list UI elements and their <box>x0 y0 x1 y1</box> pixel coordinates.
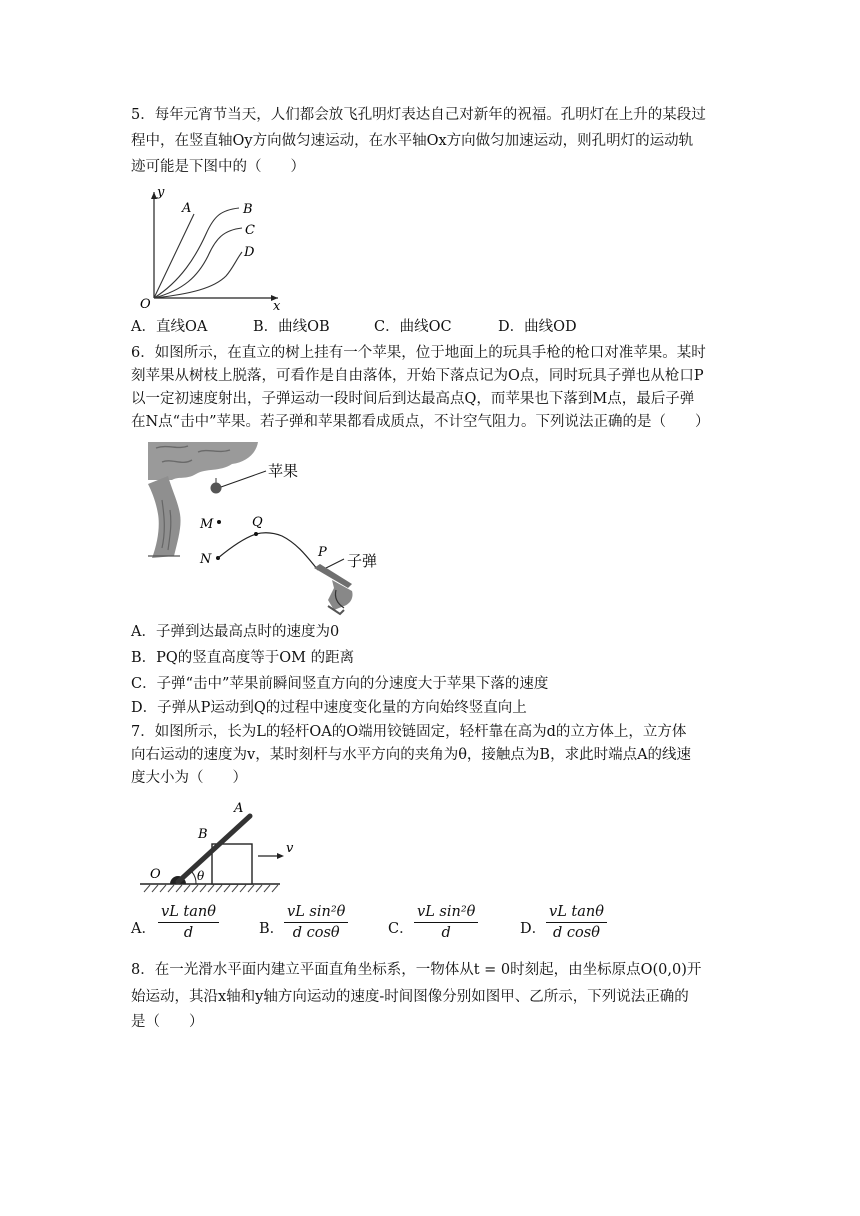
q6-point-p: P <box>318 545 327 560</box>
q6-point-m: M <box>200 517 214 532</box>
q6-line-4: 在N点“击中”苹果。若子弹和苹果都看成质点，不计空气阻力。下列说法正确的是（ ） <box>131 414 710 430</box>
q7-option-c-letter: C． <box>388 921 414 937</box>
q7-option-b-numerator: vL sin²θ <box>284 904 348 923</box>
q6-bullet-label: 子弹 <box>347 552 378 570</box>
q5-option-b: B．曲线OB <box>253 319 330 335</box>
q6-option-c: C．子弹“击中”苹果前瞬间竖直方向的分速度大于苹果下落的速度 <box>131 676 549 692</box>
q7-line-3: 度大小为（ ） <box>131 770 247 786</box>
q8-line-1: 8．在一光滑水平面内建立平面直角坐标系，一物体从t = 0时刻起，由坐标原点O(0,0)开 <box>131 962 702 978</box>
q7-line-1: 7．如图所示，长为L的轻杆OA的O端用铰链固定，轻杆靠在高为d的立方体上，立方体 <box>131 724 687 740</box>
q5-line-3: 迹可能是下图中的（ ） <box>131 159 305 175</box>
q7-option-c-denominator: d <box>441 925 451 941</box>
q6-apple-label: 苹果 <box>268 462 299 480</box>
q5-trajectory-figure <box>136 186 286 310</box>
q7-rod-cube-figure <box>136 796 306 896</box>
q7-label-o: O <box>150 867 161 882</box>
q7-option-d-fraction <box>546 904 607 941</box>
q7-option-a-numerator: vL tanθ <box>158 904 219 923</box>
q7-option-a-denominator: d <box>183 925 194 941</box>
q7-theta-label: θ <box>197 869 205 883</box>
q7-option-c-fraction <box>414 904 478 941</box>
q6-point-q: Q <box>252 515 263 530</box>
q8-line-3: 是（ ） <box>131 1014 204 1030</box>
q7-option-b-fraction <box>284 904 348 941</box>
q7-label-v: v <box>286 841 294 856</box>
q6-option-b: B．PQ的竖直高度等于OM 的距离 <box>131 650 355 666</box>
q6-line-3: 以一定初速度射出，子弹运动一段时间后到达最高点Q，而苹果也下落到M点，最后子弹 <box>131 391 695 407</box>
q7-label-a: A <box>234 801 244 816</box>
q7-line-2: 向右运动的速度为v，某时刻杆与水平方向的夹角为θ，接触点为B，求此时端点A的线速 <box>131 747 692 763</box>
q7-option-a-letter: A． <box>131 921 156 937</box>
q5-origin-label: O <box>140 297 151 310</box>
q5-option-d: D．曲线OD <box>498 319 577 335</box>
q7-option-d-numerator: vL tanθ <box>546 904 607 923</box>
q6-point-n: N <box>200 552 212 567</box>
q6-apple-bullet-figure <box>148 440 378 618</box>
q7-option-d-letter: D． <box>520 921 547 937</box>
q7-option-d-denominator: d cosθ <box>553 925 600 941</box>
q5-option-a: A．直线OA <box>131 319 208 335</box>
q5-line-1: 5．每年元宵节当天，人们都会放飞孔明灯表达自己对新年的祝福。孔明灯在上升的某段过 <box>131 107 706 123</box>
q5-line-2: 程中，在竖直轴Oy方向做匀速运动，在水平轴Ox方向做匀加速运动，则孔明灯的运动轨 <box>131 133 694 149</box>
q6-option-d: D．子弹从P运动到Q的过程中速度变化量的方向始终竖直向上 <box>131 700 527 716</box>
q7-option-b-denominator: d cosθ <box>292 925 340 941</box>
q7-option-a-fraction <box>158 904 219 941</box>
q6-option-a: A．子弹到达最高点时的速度为0 <box>131 624 340 640</box>
q7-label-b: B <box>198 827 208 842</box>
q5-y-label: y <box>157 186 165 200</box>
q5-label-b: B <box>243 202 253 217</box>
q6-line-2: 刻苹果从树枝上脱落，可看作是自由落体，开始下落点记为O点，同时玩具子弹也从枪口P <box>131 368 704 384</box>
q5-x-label: x <box>273 299 281 310</box>
q7-option-c-numerator: vL sin²θ <box>414 904 478 923</box>
q5-label-c: C <box>245 223 255 238</box>
q5-label-a: A <box>182 201 192 216</box>
q7-option-b-letter: B． <box>259 921 285 937</box>
q6-line-1: 6．如图所示，在直立的树上挂有一个苹果，位于地面上的玩具手枪的枪口对准苹果。某时 <box>131 345 706 361</box>
q5-option-c: C．曲线OC <box>374 319 452 335</box>
q8-line-2: 始运动，其沿x轴和y轴方向运动的速度-时间图像分别如图甲、乙所示，下列说法正确的 <box>131 989 689 1005</box>
q5-label-d: D <box>244 245 255 260</box>
